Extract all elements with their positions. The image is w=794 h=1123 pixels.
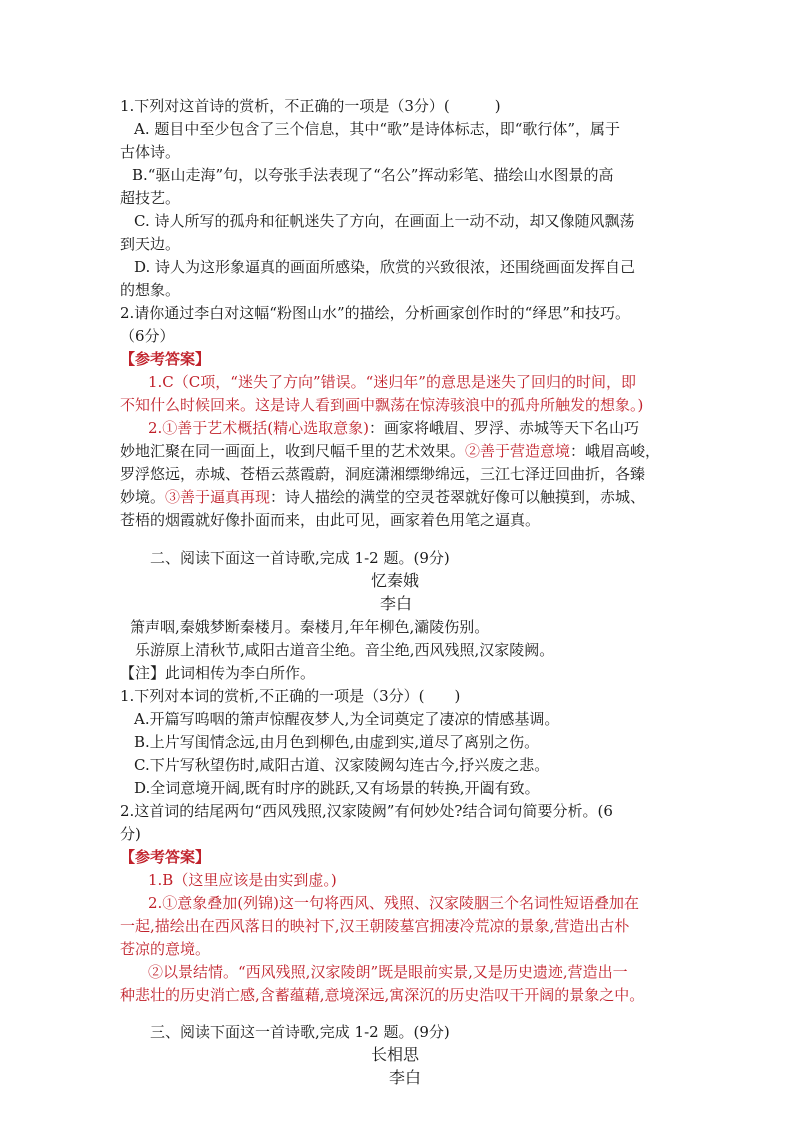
poem-title: 长相思 — [371, 1045, 420, 1064]
answer-1: 1.B（这里应该是由实到虚。) — [148, 871, 337, 889]
option-a-cont: 古体诗。 — [120, 143, 181, 161]
answer-2 — [148, 418, 639, 438]
question-2: 2.请你通过李白对这幅“粉图山水”的描绘，分析画家创作时的“绎思”和技巧。 — [120, 304, 630, 322]
answer-1-part: 的意思是迷失了回归的时间，即 — [425, 373, 636, 391]
answer-2-text: ：诗人描绘的满堂的空灵苍翠就好像可以触摸到，赤城、 — [270, 488, 646, 506]
reference-answer-header: 【参考答案】 — [120, 848, 211, 866]
answer-1-part: 错误。 — [320, 373, 366, 391]
answer-2-cont: 一起,描绘出在西风落日的映衬下,汉王朝陵墓宫拥凄冷荒凉的景象,营造出古朴 — [120, 917, 630, 935]
section-2-heading: 二、阅读下面这一首诗歌,完成 1-2 题。(9分) — [150, 549, 450, 567]
answer-2-cont: 罗浮悠远，赤城、苍梧云蒸霞蔚，洞庭潇湘缥缈绵远，三江七泽迂回曲折，各臻 — [120, 465, 646, 483]
answer-1-cont: 不知什么时候回来。这是诗人看到画中飘荡在惊涛骇浪中的孤舟所触发的想象。) — [120, 396, 644, 414]
answer-3-cont: 种悲壮的历史消亡感,含蓄蕴藉,意境深远,寓深沉的历史浩叹干开阔的景象之中。 — [120, 986, 645, 1004]
reference-answer-header: 【参考答案】 — [120, 350, 211, 368]
option-b: B.上片写闺情念远,由月色到柳色,由虚到实,道尽了离别之伤。 — [134, 733, 540, 751]
answer-2-text: ：画家将峨眉、罗浮、赤城等天下名山巧 — [369, 419, 640, 437]
section-3-heading: 三、阅读下面这一首诗歌,完成 1-2 题。(9分) — [150, 1023, 450, 1041]
answer-2-text: 妙地汇聚在同一画面上，收到尺幅千里的艺术效果。 — [120, 442, 466, 460]
poem-note: 【注】此词相传为李白所作。 — [120, 664, 316, 682]
option-b-cont: 超技艺。 — [120, 189, 181, 207]
question-1: 1.下列对这首诗的赏析，不正确的一项是（3分）( ) — [120, 97, 501, 115]
option-c: C. 诗人所写的孤舟和征帆迷失了方向，在画面上一动不动，却又像随风飘荡 — [134, 212, 635, 230]
question-1: 1.下列对本词的赏析,不正确的一项是（3分）( ) — [120, 687, 461, 705]
answer-2-text: 妙境。 — [120, 488, 166, 506]
poem-author: 李白 — [389, 1068, 422, 1087]
answer-2-cont — [120, 441, 660, 461]
question-2-cont: 分) — [120, 825, 141, 843]
answer-1-part: 1.C（C项， — [148, 373, 231, 391]
option-a: A. 题目中至少包含了三个信息，其中“歌”是诗体标志，即“歌行体”，属于 — [134, 120, 621, 138]
option-c: C.下片写秋望伤时,咸阳古道、汉家陵阙勾连古今,抒兴废之悲。 — [134, 756, 550, 774]
poem-author: 李白 — [380, 594, 413, 613]
answer-2-cont: 苍梧的烟霞就好像扑面而来，由此可见，画家着色用笔之逼真。 — [120, 511, 541, 529]
answer-2-cont: 苍凉的意境。 — [120, 940, 211, 958]
poem-line: 箫声咽,秦娥梦断秦楼月。秦楼月,年年柳色,灞陵伤别。 — [130, 618, 490, 636]
option-d: D.全词意境开阔,既有时序的跳跃,又有场景的转换,开阖有致。 — [134, 779, 540, 797]
poem-line: 乐游原上清秋节,咸阳古道音尘绝。音尘绝,西风残照,汉家陵阙。 — [135, 641, 555, 659]
option-d-cont: 的想象。 — [120, 281, 181, 299]
poem-title: 忆秦娥 — [371, 571, 420, 590]
option-c-cont: 到天边。 — [120, 235, 181, 253]
option-b: B.“驱山走海”句，以夸张手法表现了“名公”挥动彩笔、描绘山水图景的高 — [132, 166, 614, 184]
option-a: A.开篇写呜咽的箫声惊醒夜梦人,为全词奠定了凄凉的情感基调。 — [134, 710, 560, 728]
answer-2-point: 2.①善于艺术概括(精心选取意象) — [148, 419, 370, 437]
question-2-cont: （6分） — [120, 327, 175, 345]
option-d: D. 诗人为这形象逼真的画面所感染，欣赏的兴致很浓，还围绕画面发挥自己 — [134, 258, 636, 276]
answer-2-cont — [120, 487, 645, 507]
answer-1-highlight: “迷失了方向” — [230, 373, 321, 391]
answer-1 — [148, 372, 636, 392]
answer-2-text: ：峨眉高峻， — [570, 442, 661, 460]
answer-2: 2.①意象叠加(列锦)这一句将西风、残照、汉家陵胭三个名词性短语叠加在 — [148, 894, 640, 912]
answer-2-point: ②善于营造意境 — [465, 442, 571, 460]
answer-2-point: ③善于逼真再现 — [165, 488, 271, 506]
question-2: 2.这首词的结尾两句“西风残照,汉家陵阙”有何妙处?结合词句简要分析。(6 — [120, 802, 613, 820]
answer-1-highlight: “迷归年” — [365, 373, 426, 391]
answer-3: ②以景结情。“西风残照,汉家陵朗”既是眼前实景,又是历史遗迹,营造出一 — [148, 963, 628, 981]
